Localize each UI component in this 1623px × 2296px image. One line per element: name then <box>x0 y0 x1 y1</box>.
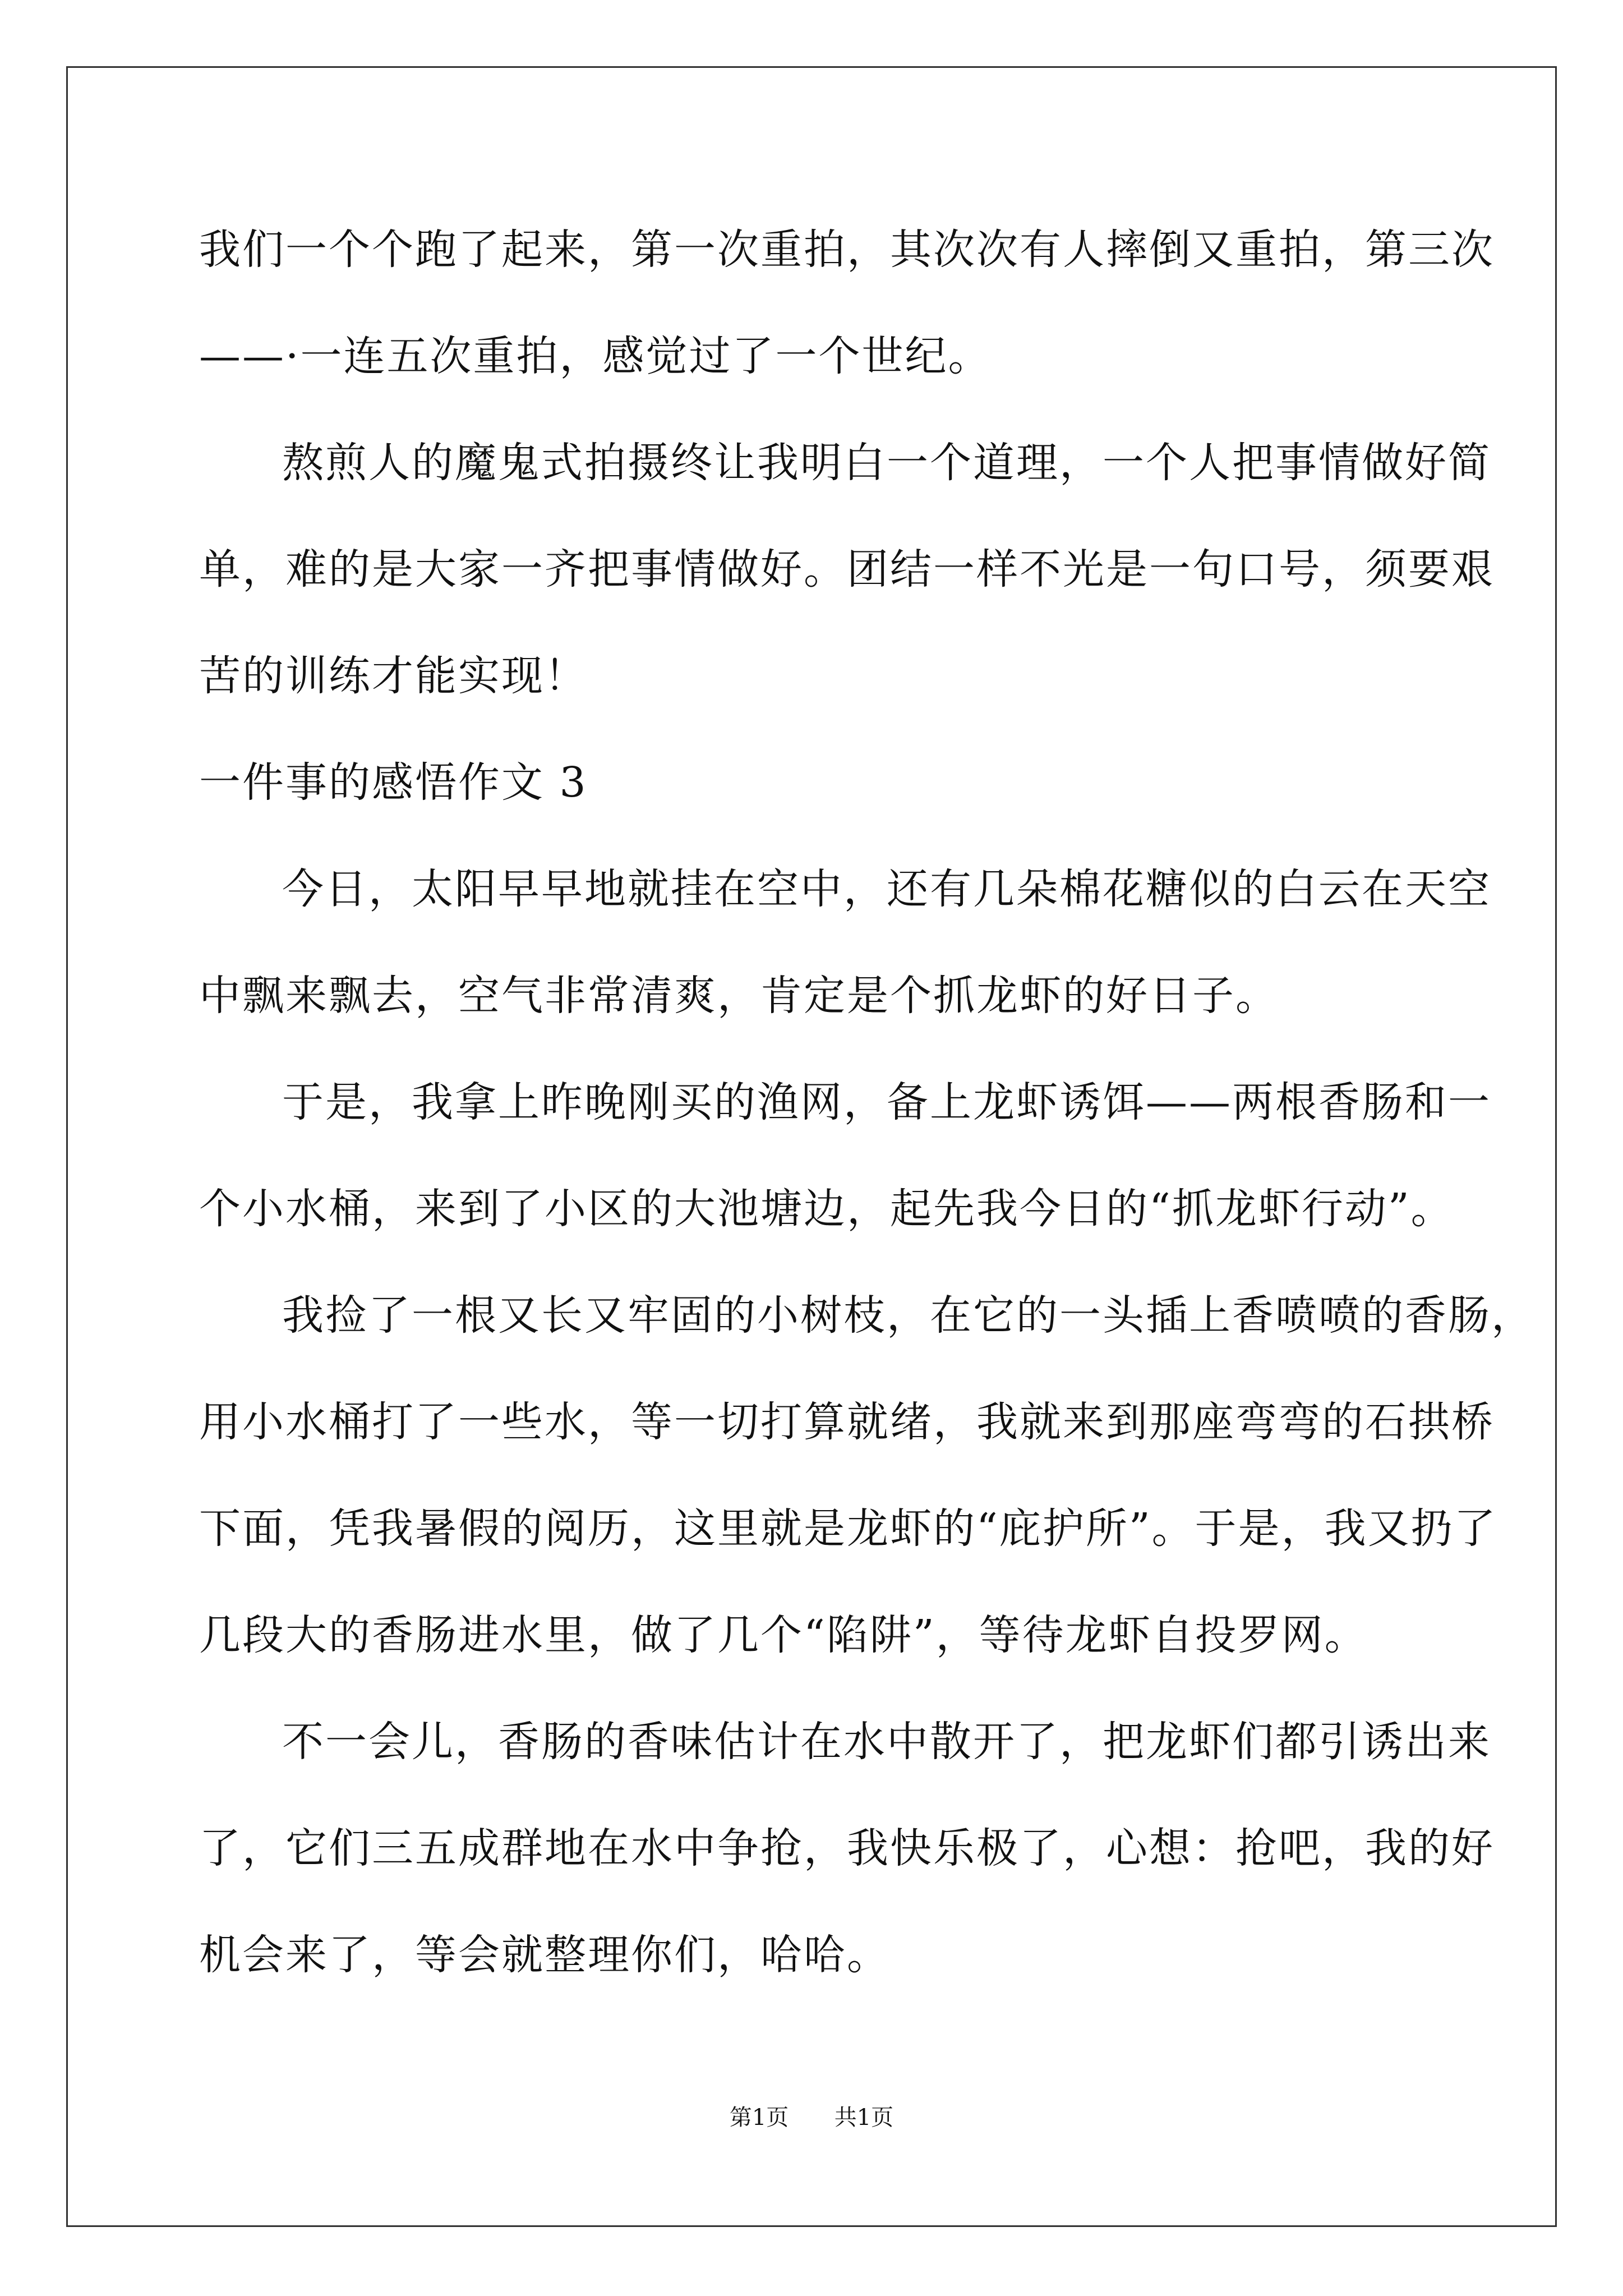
paragraph-line: 个小水桶，来到了小区的大池塘边，起先我今日的“抓龙虾行动”。 <box>199 1185 1454 1233</box>
page-footer <box>0 2101 1623 2134</box>
document-body <box>199 212 1534 2024</box>
paragraph-line: ——·一连五次重拍，感觉过了一个世纪。 <box>199 332 992 380</box>
paragraph-line: 几段大的香肠进水里，做了几个“陷阱”，等待龙虾自投罗网。 <box>199 1611 1368 1659</box>
section-title: 一件事的感悟作文 3 <box>199 758 588 807</box>
page-number: 第1页 <box>729 2105 789 2131</box>
paragraph-line: 用小水桶打了一些水，等一切打算就绪，我就来到那座弯弯的石拱桥 <box>199 1398 1495 1446</box>
paragraph-line: 下面，凭我暑假的阅历，这里就是龙虾的“庇护所”。于是，我又扔了 <box>199 1504 1497 1553</box>
paragraph-line: 苦的训练才能实现！ <box>199 652 588 700</box>
paragraph-line: 机会来了，等会就整理你们，哈哈。 <box>199 1931 890 1979</box>
paragraph-line: 我捡了一根又长又牢固的小树枝，在它的一头插上香喷喷的香肠， <box>282 1291 1534 1340</box>
paragraph-line: 了，它们三五成群地在水中争抢，我快乐极了，心想：抢吧，我的好 <box>199 1824 1495 1872</box>
paragraph-line: 单，难的是大家一齐把事情做好。团结一样不光是一句口号，须要艰 <box>199 545 1495 593</box>
page-total: 共1页 <box>834 2105 894 2131</box>
paragraph-line: 于是，我拿上昨晚刚买的渔网，备上龙虾诱饵——两根香肠和一 <box>282 1078 1491 1126</box>
paragraph-line: 中飘来飘去，空气非常清爽，肯定是个抓龙虾的好日子。 <box>199 972 1279 1020</box>
paragraph-line: 我们一个个跑了起来，第一次重拍，其次次有人摔倒又重拍，第三次 <box>199 226 1495 274</box>
paragraph-line: 今日，太阳早早地就挂在空中，还有几朵棉花糖似的白云在天空 <box>282 865 1491 913</box>
paragraph-line: 不一会儿，香肠的香味估计在水中散开了，把龙虾们都引诱出来 <box>282 1718 1491 1766</box>
paragraph-line: 熬煎人的魔鬼式拍摄终让我明白一个道理，一个人把事情做好简 <box>282 439 1491 487</box>
